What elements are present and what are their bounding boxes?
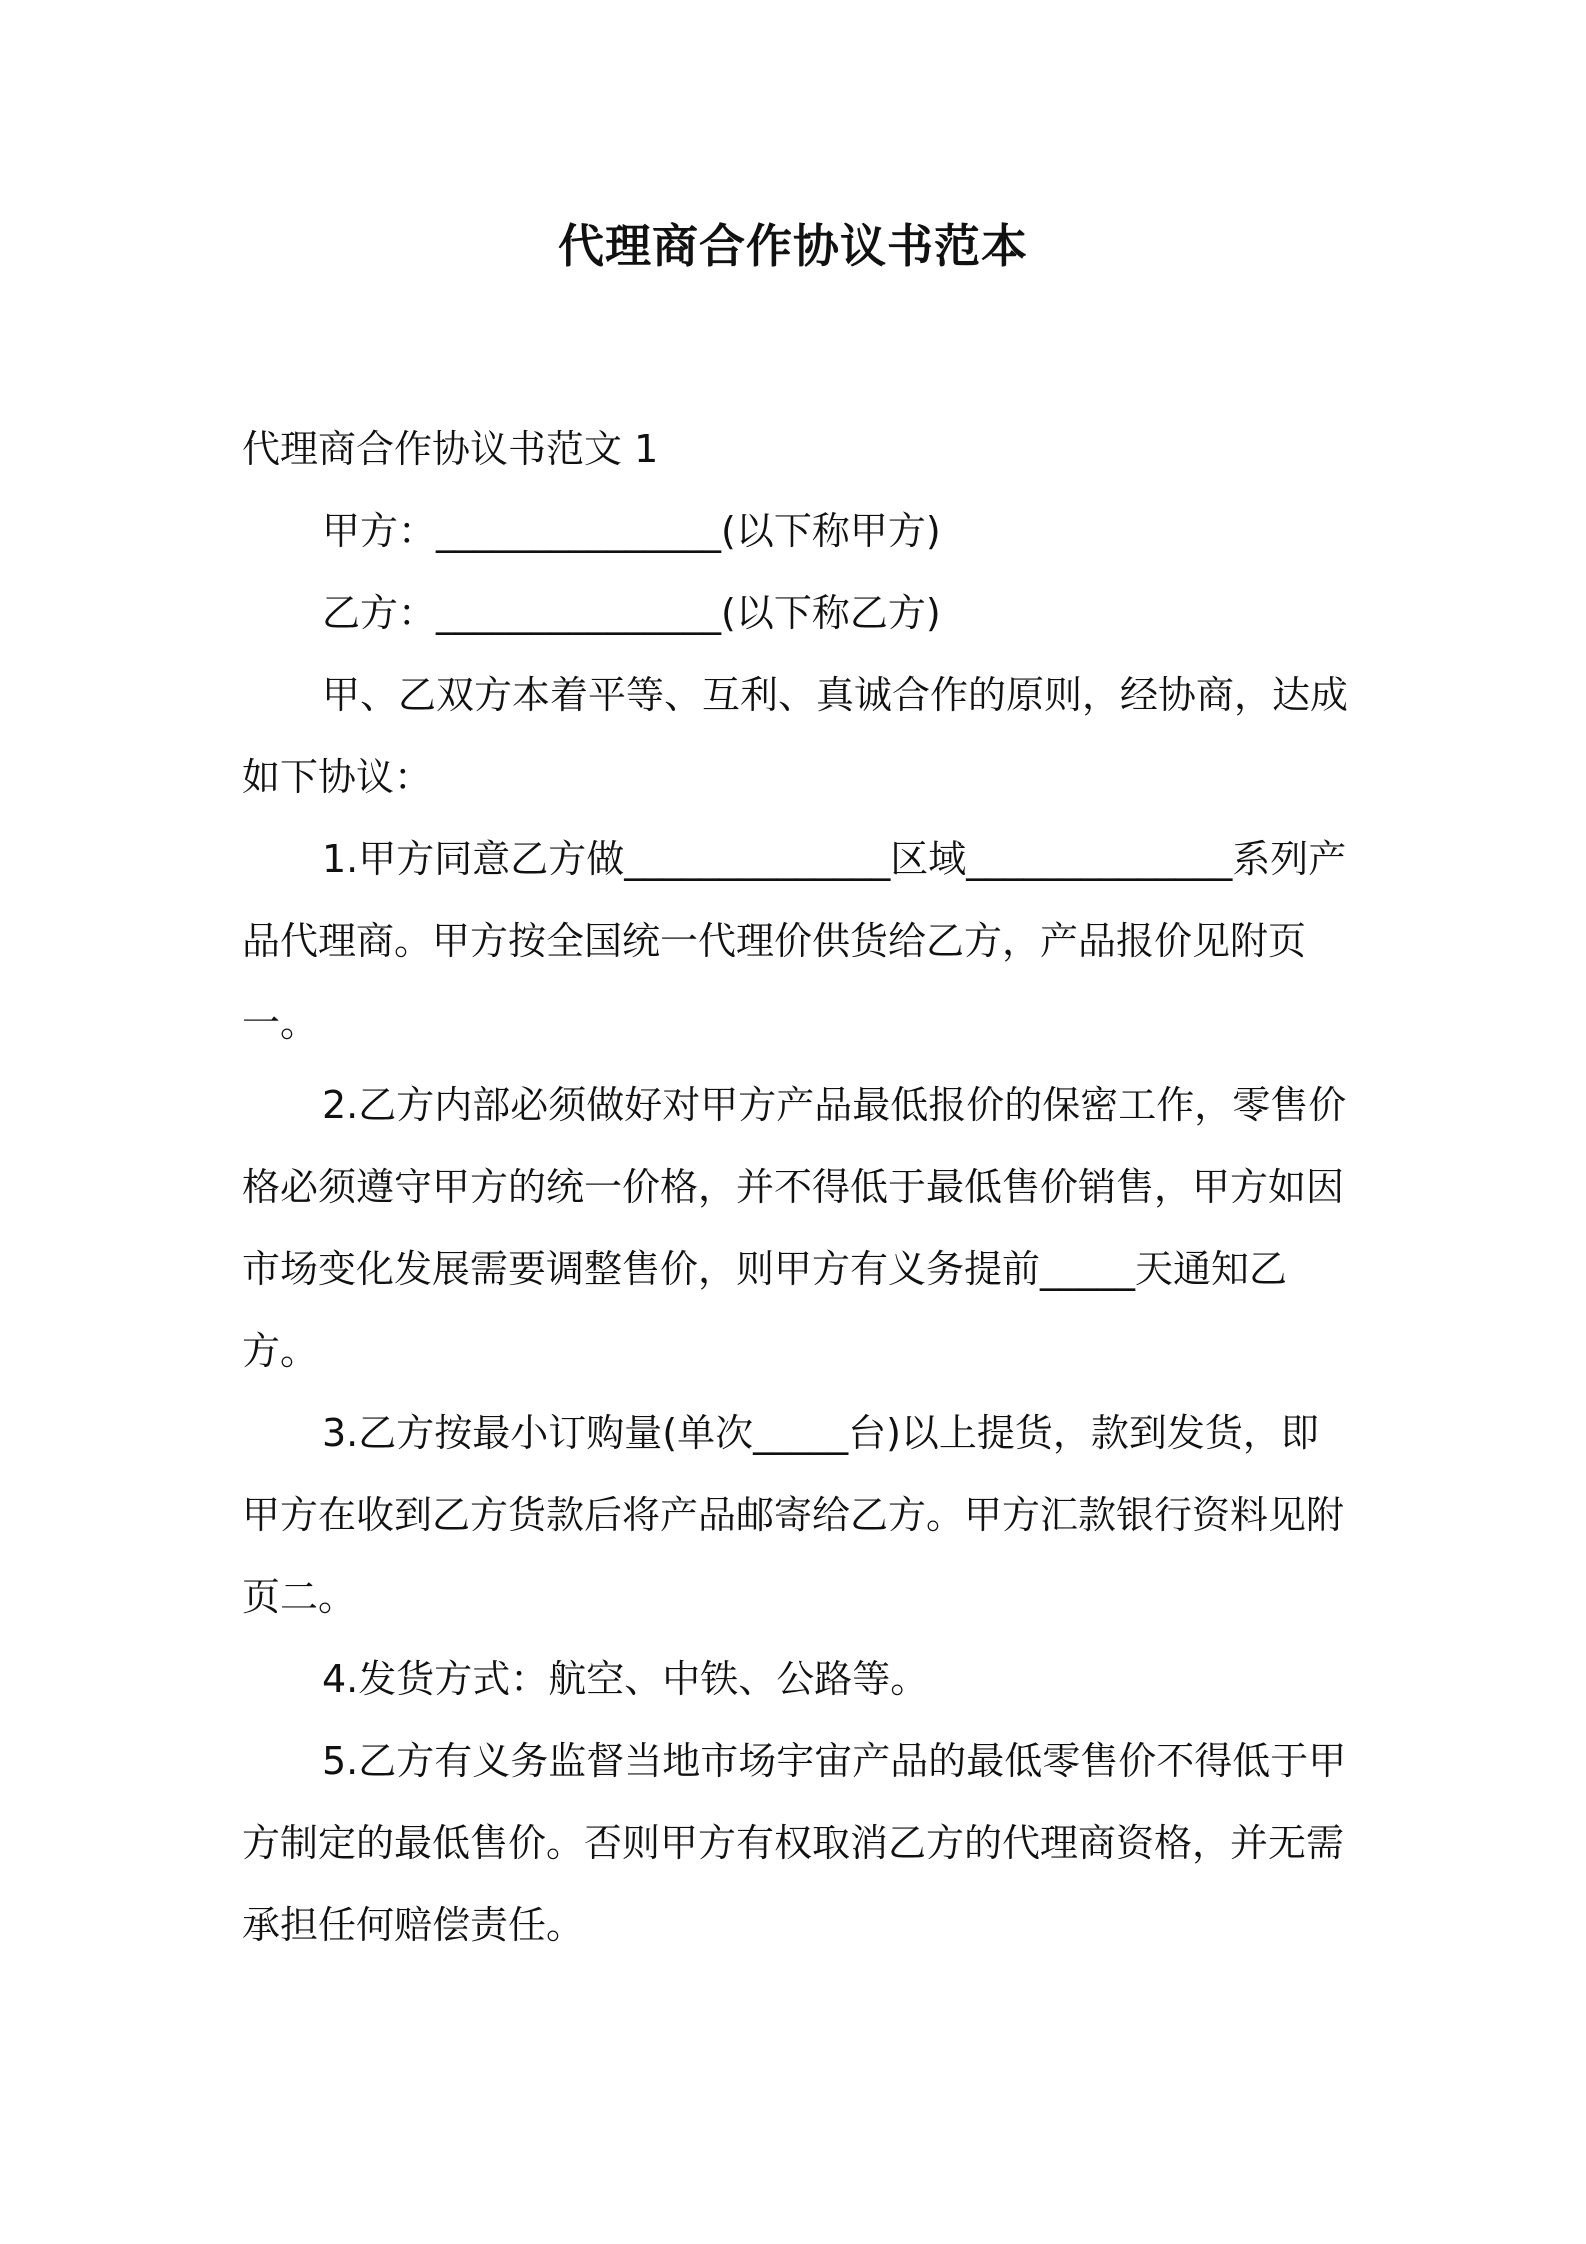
document-title: 代理商合作协议书范本: [558, 219, 1028, 273]
party-a-line: 甲方：_______________(以下称甲方): [322, 509, 941, 553]
clause-4: 4.发货方式：航空、中铁、公路等。: [322, 1657, 929, 1701]
clause-3: 3.乙方按最小订购量(单次_____台)以上提货，款到发货，即甲方在收到乙方货款后将产品邮寄给乙方。甲方汇款银行资料见附页二。: [242, 1411, 1345, 1619]
clause-1: 1.甲方同意乙方做______________区域______________系列产品代理商。甲方按全国统一代理价供货给乙方，产品报价见附页一。: [242, 837, 1347, 1045]
clause-5: 5.乙方有义务监督当地市场宇宙产品的最低零售价不得低于甲方制定的最低售价。否则甲方有权取消乙方的代理商资格，并无需承担任何赔偿责任。: [242, 1739, 1347, 1947]
document-subtitle: 代理商合作协议书范文 1: [242, 427, 659, 471]
party-b-line: 乙方：_______________(以下称乙方): [322, 591, 941, 635]
clause-2: 2.乙方内部必须做好对甲方产品最低报价的保密工作，零售价格必须遵守甲方的统一价格，并不得低于最低售价销售，甲方如因市场变化发展需要调整售价，则甲方有义务提前_____天通知乙方。: [242, 1083, 1347, 1373]
preamble-paragraph: 甲、乙双方本着平等、互利、真诚合作的原则，经协商，达成如下协议：: [242, 673, 1349, 799]
document-body: [242, 408, 1352, 1966]
